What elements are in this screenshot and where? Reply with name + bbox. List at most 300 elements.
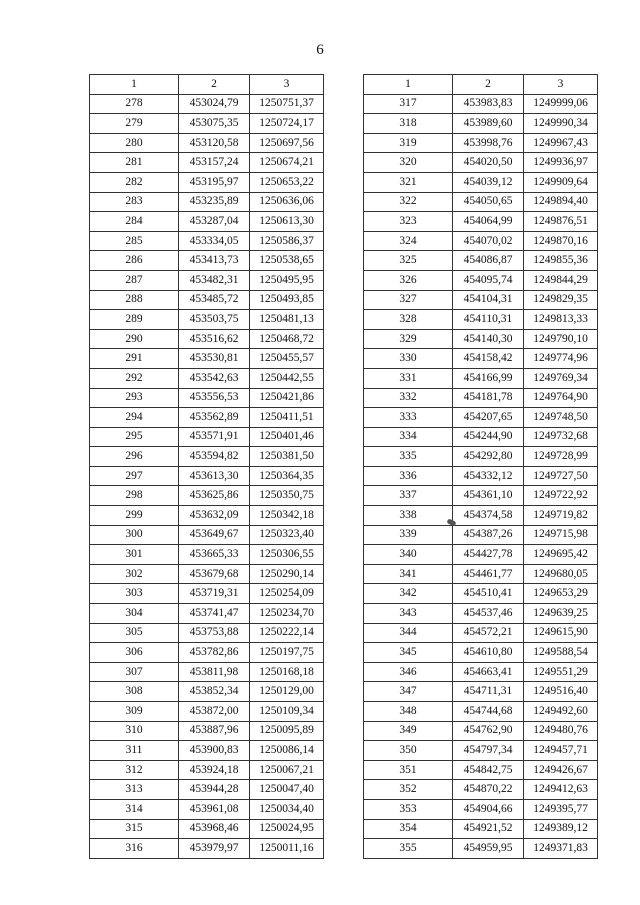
table-row [364, 447, 598, 467]
table-row [364, 349, 598, 369]
point-number-cell: 309 [90, 702, 179, 722]
point-number-cell: 313 [90, 780, 179, 800]
x-coordinate-cell: 454140,30 [453, 329, 524, 349]
x-coordinate-cell: 454610,80 [453, 643, 524, 663]
point-number-cell: 324 [364, 231, 453, 251]
table-row [90, 447, 324, 467]
x-coordinate-cell: 453961,08 [179, 799, 250, 819]
x-coordinate-cell: 454797,34 [453, 741, 524, 761]
x-coordinate-cell: 454332,12 [453, 466, 524, 486]
point-number-cell: 320 [364, 153, 453, 173]
x-coordinate-cell: 453287,04 [179, 212, 250, 232]
table-row [364, 721, 598, 741]
column-header: 1 [364, 75, 453, 95]
table-row [364, 114, 598, 134]
table-row [90, 153, 324, 173]
point-number-cell: 353 [364, 799, 453, 819]
table-row [90, 682, 324, 702]
table-row [90, 172, 324, 192]
x-coordinate-cell: 453665,33 [179, 545, 250, 565]
point-number-cell: 332 [364, 388, 453, 408]
point-number-cell: 333 [364, 408, 453, 428]
point-number-cell: 302 [90, 564, 179, 584]
point-number-cell: 292 [90, 368, 179, 388]
y-coordinate-cell: 1249813,33 [524, 310, 598, 330]
y-coordinate-cell: 1250538,65 [250, 251, 324, 271]
y-coordinate-cell: 1249371,83 [524, 839, 598, 859]
x-coordinate-cell: 454427,78 [453, 545, 524, 565]
y-coordinate-cell: 1249615,90 [524, 623, 598, 643]
point-number-cell: 305 [90, 623, 179, 643]
point-number-cell: 284 [90, 212, 179, 232]
table-row [364, 643, 598, 663]
x-coordinate-cell: 453900,83 [179, 741, 250, 761]
y-coordinate-cell: 1249728,99 [524, 447, 598, 467]
x-coordinate-cell: 454104,31 [453, 290, 524, 310]
y-coordinate-cell: 1249551,29 [524, 662, 598, 682]
y-coordinate-cell: 1249457,71 [524, 741, 598, 761]
point-number-cell: 334 [364, 427, 453, 447]
y-coordinate-cell: 1250168,18 [250, 662, 324, 682]
point-number-cell: 319 [364, 133, 453, 153]
table-row [364, 172, 598, 192]
x-coordinate-cell: 453649,67 [179, 525, 250, 545]
y-coordinate-cell: 1250481,13 [250, 310, 324, 330]
x-coordinate-cell: 453485,72 [179, 290, 250, 310]
y-coordinate-cell: 1249639,25 [524, 604, 598, 624]
y-coordinate-cell: 1250109,34 [250, 702, 324, 722]
point-number-cell: 321 [364, 172, 453, 192]
point-number-cell: 337 [364, 486, 453, 506]
x-coordinate-cell: 454959,95 [453, 839, 524, 859]
x-coordinate-cell: 453811,98 [179, 662, 250, 682]
x-coordinate-cell: 454020,50 [453, 153, 524, 173]
table-row [364, 153, 598, 173]
y-coordinate-cell: 1250047,40 [250, 780, 324, 800]
point-number-cell: 293 [90, 388, 179, 408]
table-row [364, 819, 598, 839]
point-number-cell: 280 [90, 133, 179, 153]
point-number-cell: 283 [90, 192, 179, 212]
table-row [90, 819, 324, 839]
y-coordinate-cell: 1250095,89 [250, 721, 324, 741]
point-number-cell: 343 [364, 604, 453, 624]
y-coordinate-cell: 1250290,14 [250, 564, 324, 584]
point-number-cell: 323 [364, 212, 453, 232]
y-coordinate-cell: 1249748,50 [524, 408, 598, 428]
point-number-cell: 329 [364, 329, 453, 349]
x-coordinate-cell: 453924,18 [179, 760, 250, 780]
x-coordinate-cell: 453195,97 [179, 172, 250, 192]
point-number-cell: 354 [364, 819, 453, 839]
table-row [90, 721, 324, 741]
x-coordinate-cell: 454842,75 [453, 760, 524, 780]
header-row [364, 75, 598, 95]
y-coordinate-cell: 1250086,14 [250, 741, 324, 761]
coordinates-table-right [363, 74, 598, 859]
y-coordinate-cell: 1249999,06 [524, 94, 598, 114]
x-coordinate-cell: 453632,09 [179, 506, 250, 526]
table-row [90, 388, 324, 408]
table-row [364, 799, 598, 819]
table-row [364, 623, 598, 643]
table-row [90, 702, 324, 722]
table-row [364, 702, 598, 722]
point-number-cell: 328 [364, 310, 453, 330]
y-coordinate-cell: 1250442,55 [250, 368, 324, 388]
x-coordinate-cell: 453998,76 [453, 133, 524, 153]
x-coordinate-cell: 453516,62 [179, 329, 250, 349]
y-coordinate-cell: 1250751,37 [250, 94, 324, 114]
y-coordinate-cell: 1249894,40 [524, 192, 598, 212]
x-coordinate-cell: 454537,46 [453, 604, 524, 624]
point-number-cell: 294 [90, 408, 179, 428]
table-row [90, 329, 324, 349]
y-coordinate-cell: 1250364,35 [250, 466, 324, 486]
x-coordinate-cell: 453120,58 [179, 133, 250, 153]
table-row [90, 212, 324, 232]
table-row [90, 310, 324, 330]
point-number-cell: 351 [364, 760, 453, 780]
point-number-cell: 307 [90, 662, 179, 682]
table-row [364, 290, 598, 310]
point-number-cell: 342 [364, 584, 453, 604]
y-coordinate-cell: 1249790,10 [524, 329, 598, 349]
point-number-cell: 295 [90, 427, 179, 447]
y-coordinate-cell: 1249395,77 [524, 799, 598, 819]
point-number-cell: 299 [90, 506, 179, 526]
column-header: 2 [179, 75, 250, 95]
y-coordinate-cell: 1250401,46 [250, 427, 324, 447]
table-row [90, 427, 324, 447]
point-number-cell: 314 [90, 799, 179, 819]
y-coordinate-cell: 1250011,16 [250, 839, 324, 859]
x-coordinate-cell: 454166,99 [453, 368, 524, 388]
x-coordinate-cell: 453852,34 [179, 682, 250, 702]
y-coordinate-cell: 1250653,22 [250, 172, 324, 192]
page-number: 6 [316, 42, 324, 58]
column-header: 3 [524, 75, 598, 95]
table-row [364, 564, 598, 584]
point-number-cell: 327 [364, 290, 453, 310]
y-coordinate-cell: 1249855,36 [524, 251, 598, 271]
table-row [364, 466, 598, 486]
point-number-cell: 340 [364, 545, 453, 565]
x-coordinate-cell: 454461,77 [453, 564, 524, 584]
x-coordinate-cell: 453157,24 [179, 153, 250, 173]
y-coordinate-cell: 1249722,92 [524, 486, 598, 506]
y-coordinate-cell: 1249990,34 [524, 114, 598, 134]
y-coordinate-cell: 1249909,64 [524, 172, 598, 192]
table-row [90, 623, 324, 643]
x-coordinate-cell: 454921,52 [453, 819, 524, 839]
x-coordinate-cell: 453887,96 [179, 721, 250, 741]
point-number-cell: 336 [364, 466, 453, 486]
table-row [90, 564, 324, 584]
y-coordinate-cell: 1249870,16 [524, 231, 598, 251]
x-coordinate-cell: 453782,86 [179, 643, 250, 663]
x-coordinate-cell: 454510,41 [453, 584, 524, 604]
x-coordinate-cell: 454870,22 [453, 780, 524, 800]
table-row [364, 251, 598, 271]
table-row [90, 466, 324, 486]
x-coordinate-cell: 453679,68 [179, 564, 250, 584]
y-coordinate-cell: 1250024,95 [250, 819, 324, 839]
table-row [364, 584, 598, 604]
header-row [90, 75, 324, 95]
table-row [364, 604, 598, 624]
y-coordinate-cell: 1250306,55 [250, 545, 324, 565]
point-number-cell: 296 [90, 447, 179, 467]
y-coordinate-cell: 1250067,21 [250, 760, 324, 780]
y-coordinate-cell: 1249695,42 [524, 545, 598, 565]
table-row [364, 408, 598, 428]
x-coordinate-cell: 454663,41 [453, 662, 524, 682]
y-coordinate-cell: 1249492,60 [524, 702, 598, 722]
y-coordinate-cell: 1249829,35 [524, 290, 598, 310]
x-coordinate-cell: 453983,83 [453, 94, 524, 114]
y-coordinate-cell: 1249967,43 [524, 133, 598, 153]
x-coordinate-cell: 454744,68 [453, 702, 524, 722]
y-coordinate-cell: 1250381,50 [250, 447, 324, 467]
table-row [90, 643, 324, 663]
table-row [90, 133, 324, 153]
point-number-cell: 290 [90, 329, 179, 349]
y-coordinate-cell: 1249412,63 [524, 780, 598, 800]
point-number-cell: 335 [364, 447, 453, 467]
point-number-cell: 287 [90, 270, 179, 290]
point-number-cell: 315 [90, 819, 179, 839]
table-row [364, 329, 598, 349]
x-coordinate-cell: 454572,21 [453, 623, 524, 643]
y-coordinate-cell: 1249876,51 [524, 212, 598, 232]
table-row [364, 388, 598, 408]
x-coordinate-cell: 454762,90 [453, 721, 524, 741]
point-number-cell: 289 [90, 310, 179, 330]
point-number-cell: 301 [90, 545, 179, 565]
y-coordinate-cell: 1249653,29 [524, 584, 598, 604]
table-row [90, 486, 324, 506]
x-coordinate-cell: 454050,65 [453, 192, 524, 212]
y-coordinate-cell: 1250697,56 [250, 133, 324, 153]
x-coordinate-cell: 453979,97 [179, 839, 250, 859]
table-row [90, 290, 324, 310]
y-coordinate-cell: 1249715,98 [524, 525, 598, 545]
x-coordinate-cell: 454292,80 [453, 447, 524, 467]
y-coordinate-cell: 1249426,67 [524, 760, 598, 780]
point-number-cell: 348 [364, 702, 453, 722]
point-number-cell: 341 [364, 564, 453, 584]
x-coordinate-cell: 453503,75 [179, 310, 250, 330]
point-number-cell: 303 [90, 584, 179, 604]
point-number-cell: 279 [90, 114, 179, 134]
x-coordinate-cell: 453530,81 [179, 349, 250, 369]
x-coordinate-cell: 453235,89 [179, 192, 250, 212]
table-row [364, 270, 598, 290]
point-number-cell: 331 [364, 368, 453, 388]
table-row [90, 506, 324, 526]
point-number-cell: 304 [90, 604, 179, 624]
x-coordinate-cell: 454110,31 [453, 310, 524, 330]
coordinates-table-left [89, 74, 324, 859]
y-coordinate-cell: 1249727,50 [524, 466, 598, 486]
point-number-cell: 288 [90, 290, 179, 310]
y-coordinate-cell: 1249480,76 [524, 721, 598, 741]
point-number-cell: 297 [90, 466, 179, 486]
point-number-cell: 300 [90, 525, 179, 545]
point-number-cell: 316 [90, 839, 179, 859]
point-number-cell: 339 [364, 525, 453, 545]
table-row [364, 486, 598, 506]
x-coordinate-cell: 453613,30 [179, 466, 250, 486]
table-row [90, 349, 324, 369]
x-coordinate-cell: 453571,91 [179, 427, 250, 447]
x-coordinate-cell: 453482,31 [179, 270, 250, 290]
x-coordinate-cell: 454244,90 [453, 427, 524, 447]
table-row [90, 545, 324, 565]
y-coordinate-cell: 1250586,37 [250, 231, 324, 251]
table-row [364, 506, 598, 526]
table-row [364, 839, 598, 859]
y-coordinate-cell: 1250222,14 [250, 623, 324, 643]
y-coordinate-cell: 1250129,00 [250, 682, 324, 702]
x-coordinate-cell: 453075,35 [179, 114, 250, 134]
y-coordinate-cell: 1249769,34 [524, 368, 598, 388]
x-coordinate-cell: 454207,65 [453, 408, 524, 428]
point-number-cell: 325 [364, 251, 453, 271]
y-coordinate-cell: 1250034,40 [250, 799, 324, 819]
table-row [90, 192, 324, 212]
point-number-cell: 285 [90, 231, 179, 251]
table-row [364, 682, 598, 702]
x-coordinate-cell: 454711,31 [453, 682, 524, 702]
table-row [364, 780, 598, 800]
y-coordinate-cell: 1250455,57 [250, 349, 324, 369]
y-coordinate-cell: 1250724,17 [250, 114, 324, 134]
y-coordinate-cell: 1250674,21 [250, 153, 324, 173]
x-coordinate-cell: 453989,60 [453, 114, 524, 134]
table-row [364, 662, 598, 682]
x-coordinate-cell: 453719,31 [179, 584, 250, 604]
table-row [90, 799, 324, 819]
y-coordinate-cell: 1249764,90 [524, 388, 598, 408]
table-row [90, 525, 324, 545]
table-row [364, 231, 598, 251]
table-row [364, 212, 598, 232]
x-coordinate-cell: 454064,99 [453, 212, 524, 232]
y-coordinate-cell: 1249774,96 [524, 349, 598, 369]
table-row [90, 114, 324, 134]
x-coordinate-cell: 454158,42 [453, 349, 524, 369]
x-coordinate-cell: 453968,46 [179, 819, 250, 839]
x-coordinate-cell: 454070,02 [453, 231, 524, 251]
column-header: 1 [90, 75, 179, 95]
table-row [90, 368, 324, 388]
table-row [364, 525, 598, 545]
y-coordinate-cell: 1250468,72 [250, 329, 324, 349]
point-number-cell: 318 [364, 114, 453, 134]
y-coordinate-cell: 1250197,75 [250, 643, 324, 663]
point-number-cell: 286 [90, 251, 179, 271]
table-row [364, 192, 598, 212]
x-coordinate-cell: 454086,87 [453, 251, 524, 271]
table-row [90, 408, 324, 428]
table-row [90, 251, 324, 271]
point-number-cell: 291 [90, 349, 179, 369]
point-number-cell: 298 [90, 486, 179, 506]
point-number-cell: 330 [364, 349, 453, 369]
table-row [364, 310, 598, 330]
point-number-cell: 322 [364, 192, 453, 212]
point-number-cell: 338 [364, 506, 453, 526]
x-coordinate-cell: 453413,73 [179, 251, 250, 271]
x-coordinate-cell: 453024,79 [179, 94, 250, 114]
y-coordinate-cell: 1249936,97 [524, 153, 598, 173]
x-coordinate-cell: 453872,00 [179, 702, 250, 722]
y-coordinate-cell: 1250323,40 [250, 525, 324, 545]
point-number-cell: 344 [364, 623, 453, 643]
x-coordinate-cell: 453594,82 [179, 447, 250, 467]
table-row [364, 368, 598, 388]
y-coordinate-cell: 1250234,70 [250, 604, 324, 624]
point-number-cell: 350 [364, 741, 453, 761]
x-coordinate-cell: 454181,78 [453, 388, 524, 408]
point-number-cell: 326 [364, 270, 453, 290]
x-coordinate-cell: 453542,63 [179, 368, 250, 388]
table-row [364, 427, 598, 447]
y-coordinate-cell: 1249680,05 [524, 564, 598, 584]
y-coordinate-cell: 1249844,29 [524, 270, 598, 290]
x-coordinate-cell: 453753,88 [179, 623, 250, 643]
table-row [90, 231, 324, 251]
table-row [90, 584, 324, 604]
y-coordinate-cell: 1249389,12 [524, 819, 598, 839]
x-coordinate-cell: 454039,12 [453, 172, 524, 192]
table-row [90, 270, 324, 290]
point-number-cell: 355 [364, 839, 453, 859]
point-number-cell: 349 [364, 721, 453, 741]
x-coordinate-cell: 454387,26 [453, 525, 524, 545]
table-row [90, 741, 324, 761]
y-coordinate-cell: 1250613,30 [250, 212, 324, 232]
table-row [90, 662, 324, 682]
y-coordinate-cell: 1249588,54 [524, 643, 598, 663]
y-coordinate-cell: 1250495,95 [250, 270, 324, 290]
table-row [364, 94, 598, 114]
point-number-cell: 310 [90, 721, 179, 741]
y-coordinate-cell: 1249719,82 [524, 506, 598, 526]
point-number-cell: 306 [90, 643, 179, 663]
table-row [90, 604, 324, 624]
point-number-cell: 312 [90, 760, 179, 780]
x-coordinate-cell: 453556,53 [179, 388, 250, 408]
y-coordinate-cell: 1250342,18 [250, 506, 324, 526]
y-coordinate-cell: 1250421,86 [250, 388, 324, 408]
column-header: 2 [453, 75, 524, 95]
y-coordinate-cell: 1250411,51 [250, 408, 324, 428]
point-number-cell: 352 [364, 780, 453, 800]
table-row [364, 760, 598, 780]
table-row [90, 94, 324, 114]
y-coordinate-cell: 1250636,06 [250, 192, 324, 212]
y-coordinate-cell: 1250254,09 [250, 584, 324, 604]
y-coordinate-cell: 1250493,85 [250, 290, 324, 310]
table-row [90, 839, 324, 859]
table-row [364, 545, 598, 565]
point-number-cell: 278 [90, 94, 179, 114]
x-coordinate-cell: 453334,05 [179, 231, 250, 251]
y-coordinate-cell: 1249732,68 [524, 427, 598, 447]
